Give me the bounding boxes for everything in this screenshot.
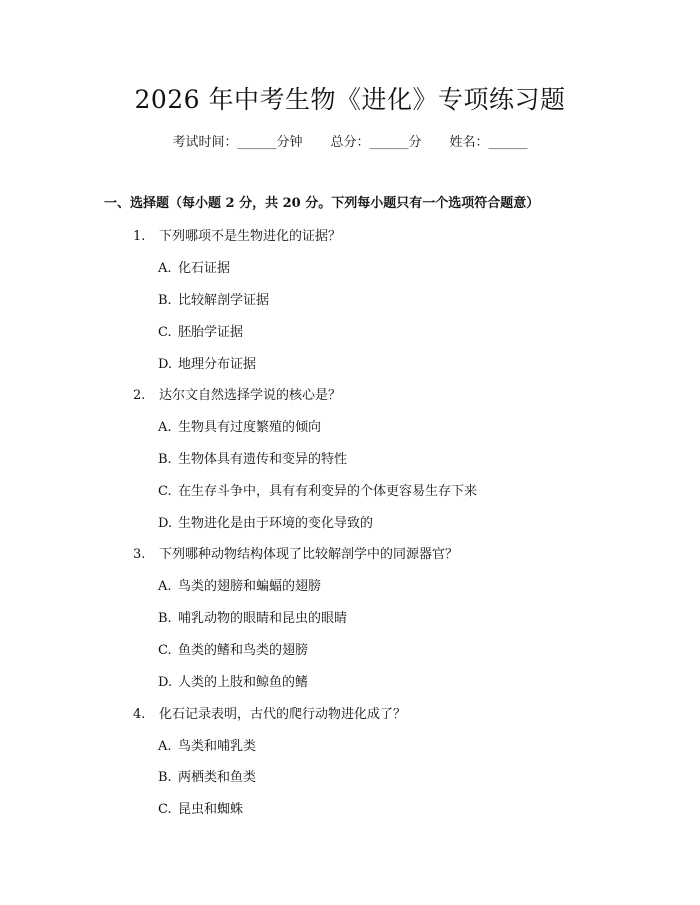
option-2c (158, 480, 477, 499)
option-2d (158, 512, 373, 531)
option-letter: B. (158, 770, 172, 785)
option-3d (158, 671, 308, 690)
option-text: 化石证据 (178, 261, 231, 276)
page-title: 2026 年中考生物《进化》专项练习题 (134, 85, 566, 114)
option-text: 生物体具有遗传和变异的特性 (178, 452, 348, 467)
question-4 (133, 703, 406, 722)
option-text: 地理分布证据 (178, 357, 257, 372)
question-text: 下列哪项不是生物进化的证据？ (159, 229, 342, 244)
option-letter: D. (158, 357, 173, 372)
exam-time-field: 考试时间：______分钟 (172, 135, 303, 150)
option-letter: C. (158, 484, 172, 499)
question-text: 达尔文自然选择学说的核心是？ (159, 388, 342, 403)
question-text: 化石记录表明，古代的爬行动物进化成了？ (159, 707, 407, 722)
option-text: 鱼类的鳍和鸟类的翅膀 (178, 643, 309, 658)
option-3a (158, 575, 321, 594)
option-1c (158, 321, 243, 340)
option-letter: B. (158, 452, 172, 467)
option-4c (158, 798, 243, 817)
option-text: 胚胎学证据 (178, 325, 244, 340)
option-text: 生物具有过度繁殖的倾向 (178, 420, 322, 435)
option-1b (158, 289, 269, 308)
option-3c (158, 639, 308, 658)
question-number: 3. (133, 547, 146, 562)
option-letter: D. (158, 675, 173, 690)
option-letter: B. (158, 293, 172, 308)
section-heading: 一、选择题（每小题 2 分，共 20 分。下列每小题只有一个选项符合题意） (104, 196, 540, 211)
option-text: 人类的上肢和鲸鱼的鳍 (178, 675, 309, 690)
option-1d (158, 353, 256, 372)
question-number: 2. (133, 388, 146, 403)
option-letter: C. (158, 325, 172, 340)
question-2 (133, 384, 341, 403)
total-score-field: 总分：______分 (330, 135, 422, 150)
option-text: 两栖类和鱼类 (178, 770, 257, 785)
option-4b (158, 766, 256, 785)
option-text: 鸟类和哺乳类 (178, 739, 257, 754)
question-text: 下列哪种动物结构体现了比较解剖学中的同源器官？ (159, 547, 459, 562)
option-letter: C. (158, 802, 172, 817)
option-letter: A. (158, 261, 172, 276)
option-text: 比较解剖学证据 (178, 293, 270, 308)
option-letter: C. (158, 643, 172, 658)
student-name-field: 姓名：______ (449, 135, 528, 150)
option-text: 哺乳动物的眼睛和昆虫的眼睛 (178, 611, 348, 626)
question-number: 4. (133, 707, 146, 722)
option-text: 昆虫和蜘蛛 (178, 802, 244, 817)
option-letter: A. (158, 739, 172, 754)
option-text: 在生存斗争中，具有有利变异的个体更容易生存下来 (178, 484, 478, 499)
option-2a (158, 416, 321, 435)
option-letter: B. (158, 611, 172, 626)
option-letter: D. (158, 516, 173, 531)
option-2b (158, 448, 347, 467)
option-4a (158, 735, 256, 754)
exam-meta (0, 131, 700, 150)
option-text: 生物进化是由于环境的变化导致的 (178, 516, 374, 531)
option-text: 鸟类的翅膀和蝙蝠的翅膀 (178, 579, 322, 594)
question-number: 1. (133, 229, 146, 244)
question-3 (133, 543, 458, 562)
option-letter: A. (158, 579, 172, 594)
option-3b (158, 607, 347, 626)
option-letter: A. (158, 420, 172, 435)
option-1a (158, 257, 230, 276)
question-1 (133, 225, 341, 244)
